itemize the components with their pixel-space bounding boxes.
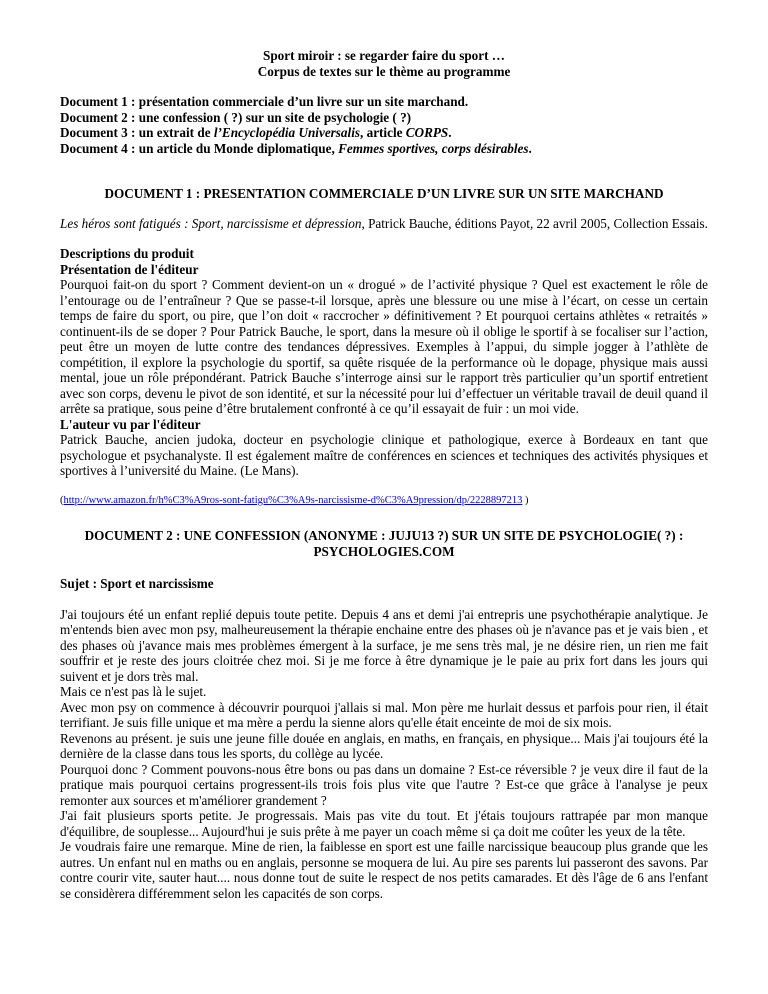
doc2-heading-line-1: DOCUMENT 2 : UNE CONFESSION (ANONYME : JUJU13 ?) SUR UN SITE DE PSYCHOLOGIE( ?) : [84, 528, 684, 543]
product-description [60, 246, 708, 479]
document-list-item: Document 2 : une confession ( ?) sur un site de psychologie ( ?) [60, 109, 412, 125]
descriptions-heading: Descriptions du produit [60, 246, 194, 261]
paragraph: Je voudrais faire une remarque. Mine de rien, la faiblesse en sport est une faille narcissique beaucoup plus grande que les autres. Un enfant nul en maths ou en anglais, personne se moquera de lui. Au pire ses parents lui passeront des savons. Par contre courir vite, sauter haut.... nous donne tout de suite le respect de nos petits camarades. Et dès l'âge de 6 ans l'enfant se considèrera différemment selon les capacités de son corps. [60, 839, 708, 901]
doc2-heading [60, 528, 708, 559]
title-line-1: Sport miroir : se regarder faire du sport … [263, 48, 505, 63]
source-link[interactable]: http://www.amazon.fr/h%C3%A9ros-sont-fatigu%C3%A9s-narcissisme-d%C3%A9pression/dp/2228897213 [63, 494, 523, 506]
document-list-item: Document 1 : présentation commerciale d’un livre sur un site marchand. [60, 94, 469, 109]
presentation-text: Pourquoi fait-on du sport ? Comment devient-on un « drogué » de l’activité physique ? Quel est exactement le rôle de l’entourage ou de l’entraîneur ? Que se passe-t-il lorsque, après une blessure ou une mise à l’écart, on cesse un certain temps de faire du sport, ou pire, que l’on doit « raccrocher » définitivement ? Et pourquoi certains athlètes « retraités » continuent-ils de se doper ? Pour Patrick Bauche, le sport, dans la mesure où il oblige le sportif à se focaliser sur l’action, peut être un moyen de lutte contre des tendances dépressives. Exemples à l’appui, du simple jogger à l’athlète de compétition, il explore la psychologie du sportif, sa quête risquée de la performance où le dopage, physique mais aussi mental, joue un rôle prépondérant. Patrick Bauche s’interroge ainsi sur le rapport très particulier qu’un sportif entretient avec son corps, devenu le pivot de son identité, et sur la nécessité pour lui d’effectuer un véritable travail de deuil quand il arrête sa pratique, sous peine d’être brutalement confronté à ce qu’il essayait de fuir : un moi vide. [60, 277, 708, 416]
doc1-heading: DOCUMENT 1 : PRESENTATION COMMERCIALE D’UN LIVRE SUR UN SITE MARCHAND [104, 186, 664, 201]
document-list [60, 94, 708, 156]
corpus-title [60, 48, 708, 79]
doc1-book-reference: Les héros sont fatigués : Sport, narcissisme et dépression, Patrick Bauche, éditions Payot, 22 avril 2005, Collection Essais. [60, 215, 708, 231]
title-line-2: Corpus de textes sur le thème au programme [257, 63, 511, 79]
doc2-heading-line-2: PSYCHOLOGIES.COM [313, 543, 455, 559]
book-title: Les héros sont fatigués : Sport, narcissisme et dépression, [60, 215, 365, 231]
author-text: Patrick Bauche, ancien judoka, docteur en psychologie clinique et pathologique, exerce à Bordeaux en tant que psychologue et psychanalyste. Il est également maître de conférences en sciences et techniques des activités physiques et sportives à l’université du Maine. (Le Mans). [60, 432, 708, 478]
document-list-item: Document 4 : un article du Monde diplomatique, Femmes sportives, corps désirables. [60, 140, 532, 156]
document-list-item: Document 3 : un extrait de l’Encyclopédia Universalis, article CORPS. [60, 125, 452, 140]
doc2-body [60, 607, 708, 902]
doc2-subject: Sujet : Sport et narcissisme [60, 576, 214, 591]
paragraph: Pourquoi donc ? Comment pouvons-nous être bons ou pas dans un domaine ? Est-ce réversible ? je veux dire il faut de la pratique mais pourquoi certains progressent-ils trois fois plus vite que l'autre ? Est-ce que grâce à l'analyse je peux remonter aux sources et m'améliorer grandement ? [60, 761, 708, 808]
paragraph: Avec mon psy on commence à découvrir pourquoi j'allais si mal. Mon père me hurlait dessus et parfois pour rien, il était terrifiant. Je suis fille unique et ma mère a perdu la sienne alors qu'elle était enceinte de moi de six mois. [60, 699, 708, 730]
paragraph: J'ai fait plusieurs sports petite. Je progressais. Mais pas vite du tout. Et j'étais toujours rattrapée par mon manque d'équilibre, de souplesse... Aujourd'hui je suis prête à me payer un coach même si ça doit me coûter les yeux de la tête. [60, 808, 708, 839]
paragraph: Mais ce n'est pas là le sujet. [60, 684, 207, 699]
author-heading: L'auteur vu par l'éditeur [60, 416, 201, 432]
presentation-heading: Présentation de l'éditeur [60, 261, 199, 277]
paragraph: Revenons au présent. je suis une jeune fille douée en anglais, en maths, en français, en physique... Mais j'ai toujours été la dernière de la classe dans tous les sports, du collège au lycée. [60, 730, 708, 761]
paragraph: J'ai toujours été un enfant replié depuis toute petite. Depuis 4 ans et demi j'ai entrepris une psychothérapie analytique. Je m'entends bien avec mon psy, malheureusement la thérapie enchaine entre des phases où je n'avance pas et je vais bien , et des phases où j'avance mais mes problèmes émergent à la surface, je me sens très mal, je ne désire rien, un rien me fait souffrir et je reste des jours cloitrée chez moi. Si je me force à être dynamique je le paie au prix fort dans les jours qui suivent et je dors très mal. [60, 606, 708, 684]
source-url-line: (http://www.amazon.fr/h%C3%A9ros-sont-fatigu%C3%A9s-narcissisme-d%C3%A9pression/dp/2228897213 ) [60, 494, 529, 506]
